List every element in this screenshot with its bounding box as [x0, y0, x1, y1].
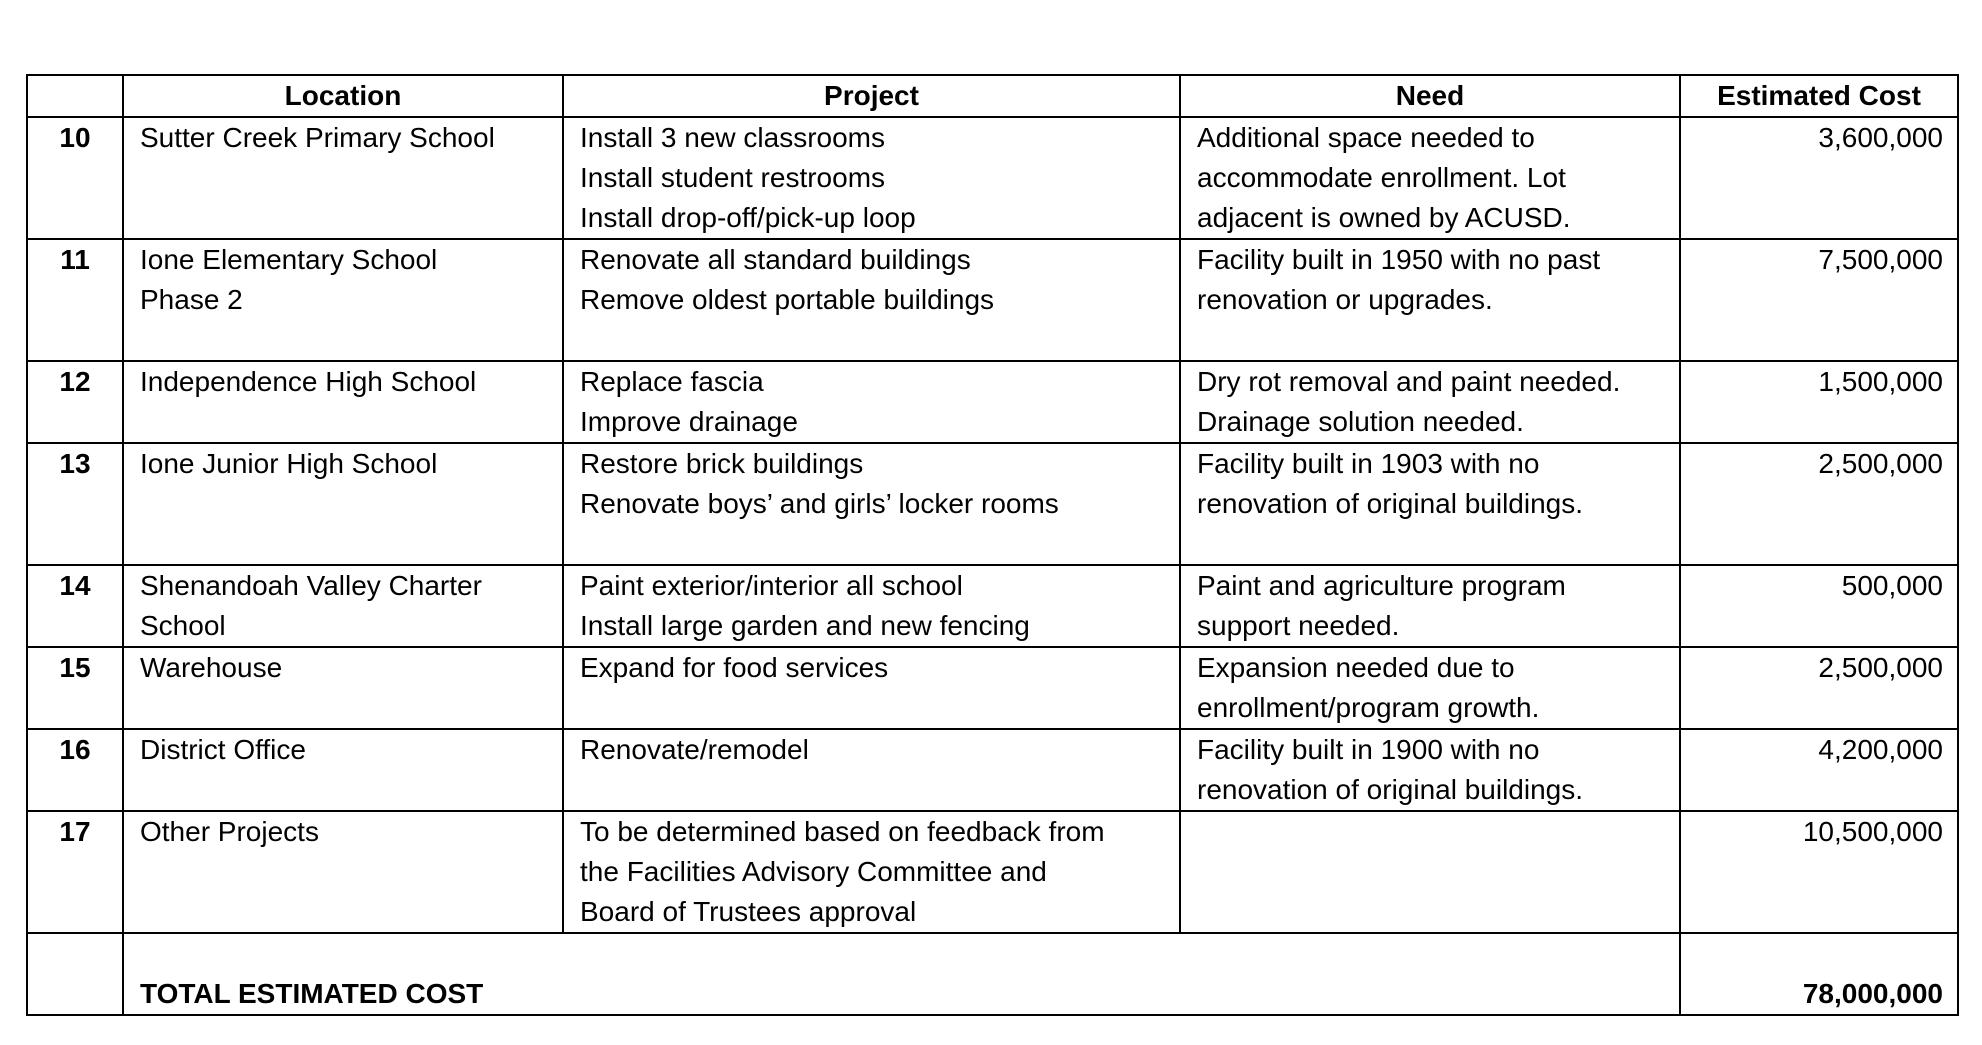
- row-number: 10: [59, 122, 91, 153]
- estimated-cost-value: 10,500,000: [1802, 816, 1943, 847]
- table-row: [27, 117, 1958, 239]
- row-number: 12: [59, 366, 91, 397]
- location-cell: [123, 647, 563, 729]
- row-number-cell: [27, 443, 123, 565]
- estimated-cost-cell: [1680, 239, 1958, 361]
- table-footer: [27, 933, 1958, 1015]
- estimated-cost-cell: [1680, 565, 1958, 647]
- project-cell: [563, 729, 1180, 811]
- estimated-cost-value: 500,000: [1841, 570, 1943, 601]
- project-line: Install 3 new classrooms: [580, 122, 886, 153]
- table-row: [27, 239, 1958, 361]
- need-line: renovation or upgrades.: [1197, 284, 1493, 315]
- header-estimated-cost: Estimated Cost: [1680, 75, 1958, 117]
- project-line: Restore brick buildings: [580, 448, 864, 479]
- row-number: 16: [59, 734, 91, 765]
- table-row: [27, 647, 1958, 729]
- project-cell: [563, 647, 1180, 729]
- need-cell: [1180, 565, 1680, 647]
- location-line: School: [140, 610, 226, 641]
- total-row: [27, 933, 1958, 1015]
- need-cell: [1180, 443, 1680, 565]
- project-line: Renovate all standard buildings: [580, 244, 971, 275]
- estimated-cost-cell: [1680, 729, 1958, 811]
- need-line: Dry rot removal and paint needed.: [1197, 366, 1621, 397]
- need-line: accommodate enrollment. Lot: [1197, 162, 1566, 193]
- need-cell: [1180, 729, 1680, 811]
- need-line: Facility built in 1903 with no: [1197, 448, 1540, 479]
- table-header: [27, 75, 1958, 117]
- estimated-cost-value: 7,500,000: [1818, 244, 1943, 275]
- project-line: Install drop-off/pick-up loop: [580, 202, 916, 233]
- need-cell: [1180, 647, 1680, 729]
- location-line: Sutter Creek Primary School: [140, 122, 495, 153]
- project-line: To be determined based on feedback from: [580, 816, 1105, 847]
- table-row: [27, 361, 1958, 443]
- location-cell: [123, 565, 563, 647]
- need-line: enrollment/program growth.: [1197, 692, 1540, 723]
- estimated-cost-cell: [1680, 361, 1958, 443]
- estimated-cost-value: 4,200,000: [1818, 734, 1943, 765]
- row-number: 17: [59, 816, 91, 847]
- need-line: Facility built in 1900 with no: [1197, 734, 1540, 765]
- location-cell: [123, 443, 563, 565]
- need-line: Facility built in 1950 with no past: [1197, 244, 1601, 275]
- project-cell: [563, 361, 1180, 443]
- estimated-cost-value: 3,600,000: [1818, 122, 1943, 153]
- table-body: [27, 117, 1958, 933]
- total-label-cell: [123, 933, 1680, 1015]
- row-number: 14: [59, 570, 91, 601]
- estimated-cost-cell: [1680, 811, 1958, 933]
- need-cell: [1180, 117, 1680, 239]
- location-cell: [123, 811, 563, 933]
- row-number-cell: [27, 565, 123, 647]
- header-location: Location: [123, 75, 563, 117]
- location-cell: [123, 117, 563, 239]
- project-cell: [563, 443, 1180, 565]
- row-number-cell: [27, 729, 123, 811]
- row-number-cell: [27, 239, 123, 361]
- table-row: [27, 811, 1958, 933]
- estimated-cost-cell: [1680, 117, 1958, 239]
- project-cell: [563, 239, 1180, 361]
- project-line: Install large garden and new fencing: [580, 610, 1030, 641]
- location-cell: [123, 729, 563, 811]
- row-number: 11: [60, 244, 90, 275]
- estimated-cost-cell: [1680, 647, 1958, 729]
- estimated-cost-value: 2,500,000: [1818, 448, 1943, 479]
- location-line: Independence High School: [140, 366, 477, 397]
- estimated-cost-cell: [1680, 443, 1958, 565]
- row-number: 13: [59, 448, 91, 479]
- project-line: Board of Trustees approval: [580, 896, 917, 927]
- project-cell: [563, 117, 1180, 239]
- table-row: [27, 443, 1958, 565]
- total-number-cell: [27, 933, 123, 1015]
- project-cell: [563, 811, 1180, 933]
- project-line: Install student restrooms: [580, 162, 886, 193]
- need-cell: [1180, 811, 1680, 933]
- need-line: Paint and agriculture program: [1197, 570, 1566, 601]
- header-row: [27, 75, 1958, 117]
- row-number-cell: [27, 647, 123, 729]
- location-cell: [123, 239, 563, 361]
- need-line: renovation of original buildings.: [1197, 488, 1584, 519]
- table-row: [27, 565, 1958, 647]
- project-line: Replace fascia: [580, 366, 764, 397]
- need-line: renovation of original buildings.: [1197, 774, 1584, 805]
- project-line: the Facilities Advisory Committee and: [580, 856, 1047, 887]
- location-line: District Office: [140, 734, 306, 765]
- need-line: support needed.: [1197, 610, 1400, 641]
- row-number: 15: [59, 652, 91, 683]
- header-number: [27, 75, 123, 117]
- row-number-cell: [27, 361, 123, 443]
- need-line: Expansion needed due to: [1197, 652, 1515, 683]
- location-line: Other Projects: [140, 816, 319, 847]
- location-cell: [123, 361, 563, 443]
- location-line: Warehouse: [140, 652, 283, 683]
- table-row: [27, 729, 1958, 811]
- row-number-cell: [27, 811, 123, 933]
- need-line: Drainage solution needed.: [1197, 406, 1524, 437]
- need-line: adjacent is owned by ACUSD.: [1197, 202, 1571, 233]
- total-label: TOTAL ESTIMATED COST: [140, 978, 484, 1009]
- header-need: Need: [1180, 75, 1680, 117]
- project-line: Expand for food services: [580, 652, 889, 683]
- estimated-cost-value: 2,500,000: [1818, 652, 1943, 683]
- total-value: 78,000,000: [1802, 978, 1943, 1009]
- project-line: Renovate boys’ and girls’ locker rooms: [580, 488, 1059, 519]
- estimated-cost-value: 1,500,000: [1818, 366, 1943, 397]
- header-project: Project: [563, 75, 1180, 117]
- location-line: Phase 2: [140, 284, 243, 315]
- location-line: Ione Elementary School: [140, 244, 438, 275]
- project-line: Renovate/remodel: [580, 734, 809, 765]
- need-line: Additional space needed to: [1197, 122, 1535, 153]
- project-cell: [563, 565, 1180, 647]
- location-line: Shenandoah Valley Charter: [140, 570, 482, 601]
- project-line: Improve drainage: [580, 406, 798, 437]
- need-cell: [1180, 361, 1680, 443]
- project-line: Remove oldest portable buildings: [580, 284, 995, 315]
- project-line: Paint exterior/interior all school: [580, 570, 963, 601]
- total-value-cell: [1680, 933, 1958, 1015]
- location-line: Ione Junior High School: [140, 448, 438, 479]
- project-cost-table: [26, 74, 1959, 1016]
- need-cell: [1180, 239, 1680, 361]
- row-number-cell: [27, 117, 123, 239]
